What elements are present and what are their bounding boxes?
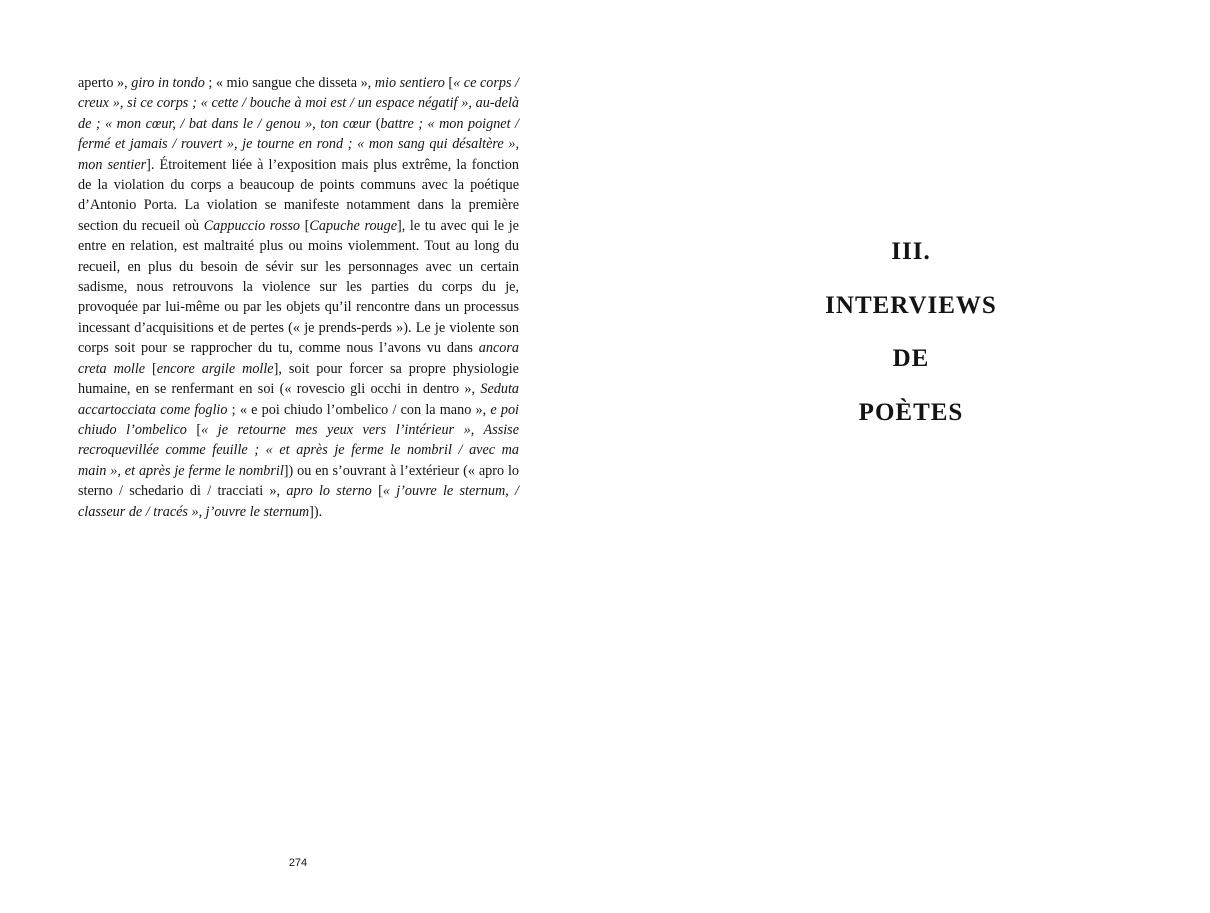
text-segment: aperto », — [78, 75, 132, 91]
italic-quote-segment: e poi chiudo l’ombelico — [78, 401, 519, 438]
part-title-line-2: DE — [892, 345, 930, 372]
text-segment: ( — [371, 115, 381, 132]
text-segment: [ — [371, 483, 383, 500]
part-title-line-1: INTERVIEWS — [825, 291, 997, 319]
italic-quote-segment: « je retourne mes yeux vers l’intérieur », Assise recroquevillée comme feuille ; « et après je ferme le nombril / avec ma main », et après je ferme le nombril — [78, 421, 519, 479]
italic-quote-segment: apro lo sterno — [286, 483, 372, 500]
italic-quote-segment: « ce corps / creux », si ce corps ; « cette / bouche à moi est / un espace négatif », au-delà de ; « mon cœur, / bat dans le / genou », ton cœur — [78, 75, 519, 132]
italic-quote-segment: « j’ouvre le sternum, / classeur de / tracés », j’ouvre le sternum — [78, 483, 519, 520]
text-segment: [ — [300, 217, 310, 234]
italic-quote-segment: giro in tondo — [131, 75, 205, 91]
body-paragraph — [78, 73, 519, 522]
italic-quote-segment: encore argile molle — [156, 360, 274, 377]
italic-quote-segment: Cappuccio rosso — [203, 217, 301, 234]
italic-quote-segment: ancora creta molle — [78, 340, 519, 377]
italic-quote-segment: Capuche rouge — [309, 217, 398, 234]
text-segment: ], le tu avec qui le je entre en relation, est maltraité plus ou moins violemment. Tout au long du recueil, en plus du besoin de sévir sur les personnages avec un certain sadisme, nous retrouvons la violence sur les parties du corps du je, provoquée par lui-même ou par les objets qu’il rencontre dans un processus incessant d’acquisitions et de pertes (« je prends-perds »). Le je violente son corps soit pour se rapprocher du tu, comme nous l’avons vu dans — [78, 217, 519, 357]
part-title-line-3: POÈTES — [858, 398, 964, 426]
text-segment: ; « mio sangue che disseta », — [204, 75, 375, 91]
left-page — [0, 0, 600, 913]
italic-quote-segment: battre ; « mon poignet / fermé et jamais / rouvert », je tourne en rond ; « mon sang qui désaltère », mon sentier — [78, 115, 519, 173]
text-segment: ]) ou en s’ouvrant à l’extérieur (« apro lo sterno / schedario di / tracciati », — [78, 462, 519, 500]
part-number: III. — [891, 238, 931, 265]
text-segment: ]. Étroitement liée à l’exposition mais plus extrême, la fonction de la violation du corps a beaucoup de points communs avec la poétique d’Antonio Porta. La violation se manifeste notamment dans la première section du recueil où — [78, 156, 519, 234]
right-page — [605, 0, 1210, 913]
text-segment: [ — [145, 360, 157, 377]
part-title — [605, 232, 1210, 446]
italic-quote-segment: mio sentiero — [374, 75, 445, 91]
text-segment: ], soit pour forcer sa propre physiologie humaine, en se renfermant en soi (« rovescio gli occhi in dentro », — [78, 360, 519, 398]
page-number: 274 — [288, 857, 308, 869]
italic-quote-segment: Seduta accartocciata come foglio — [78, 381, 519, 418]
text-segment: ]). — [309, 503, 323, 520]
text-segment: [ — [186, 421, 202, 438]
text-segment: [ — [444, 75, 454, 91]
text-segment: ; « e poi chiudo l’ombelico / con la mano », — [227, 401, 491, 418]
